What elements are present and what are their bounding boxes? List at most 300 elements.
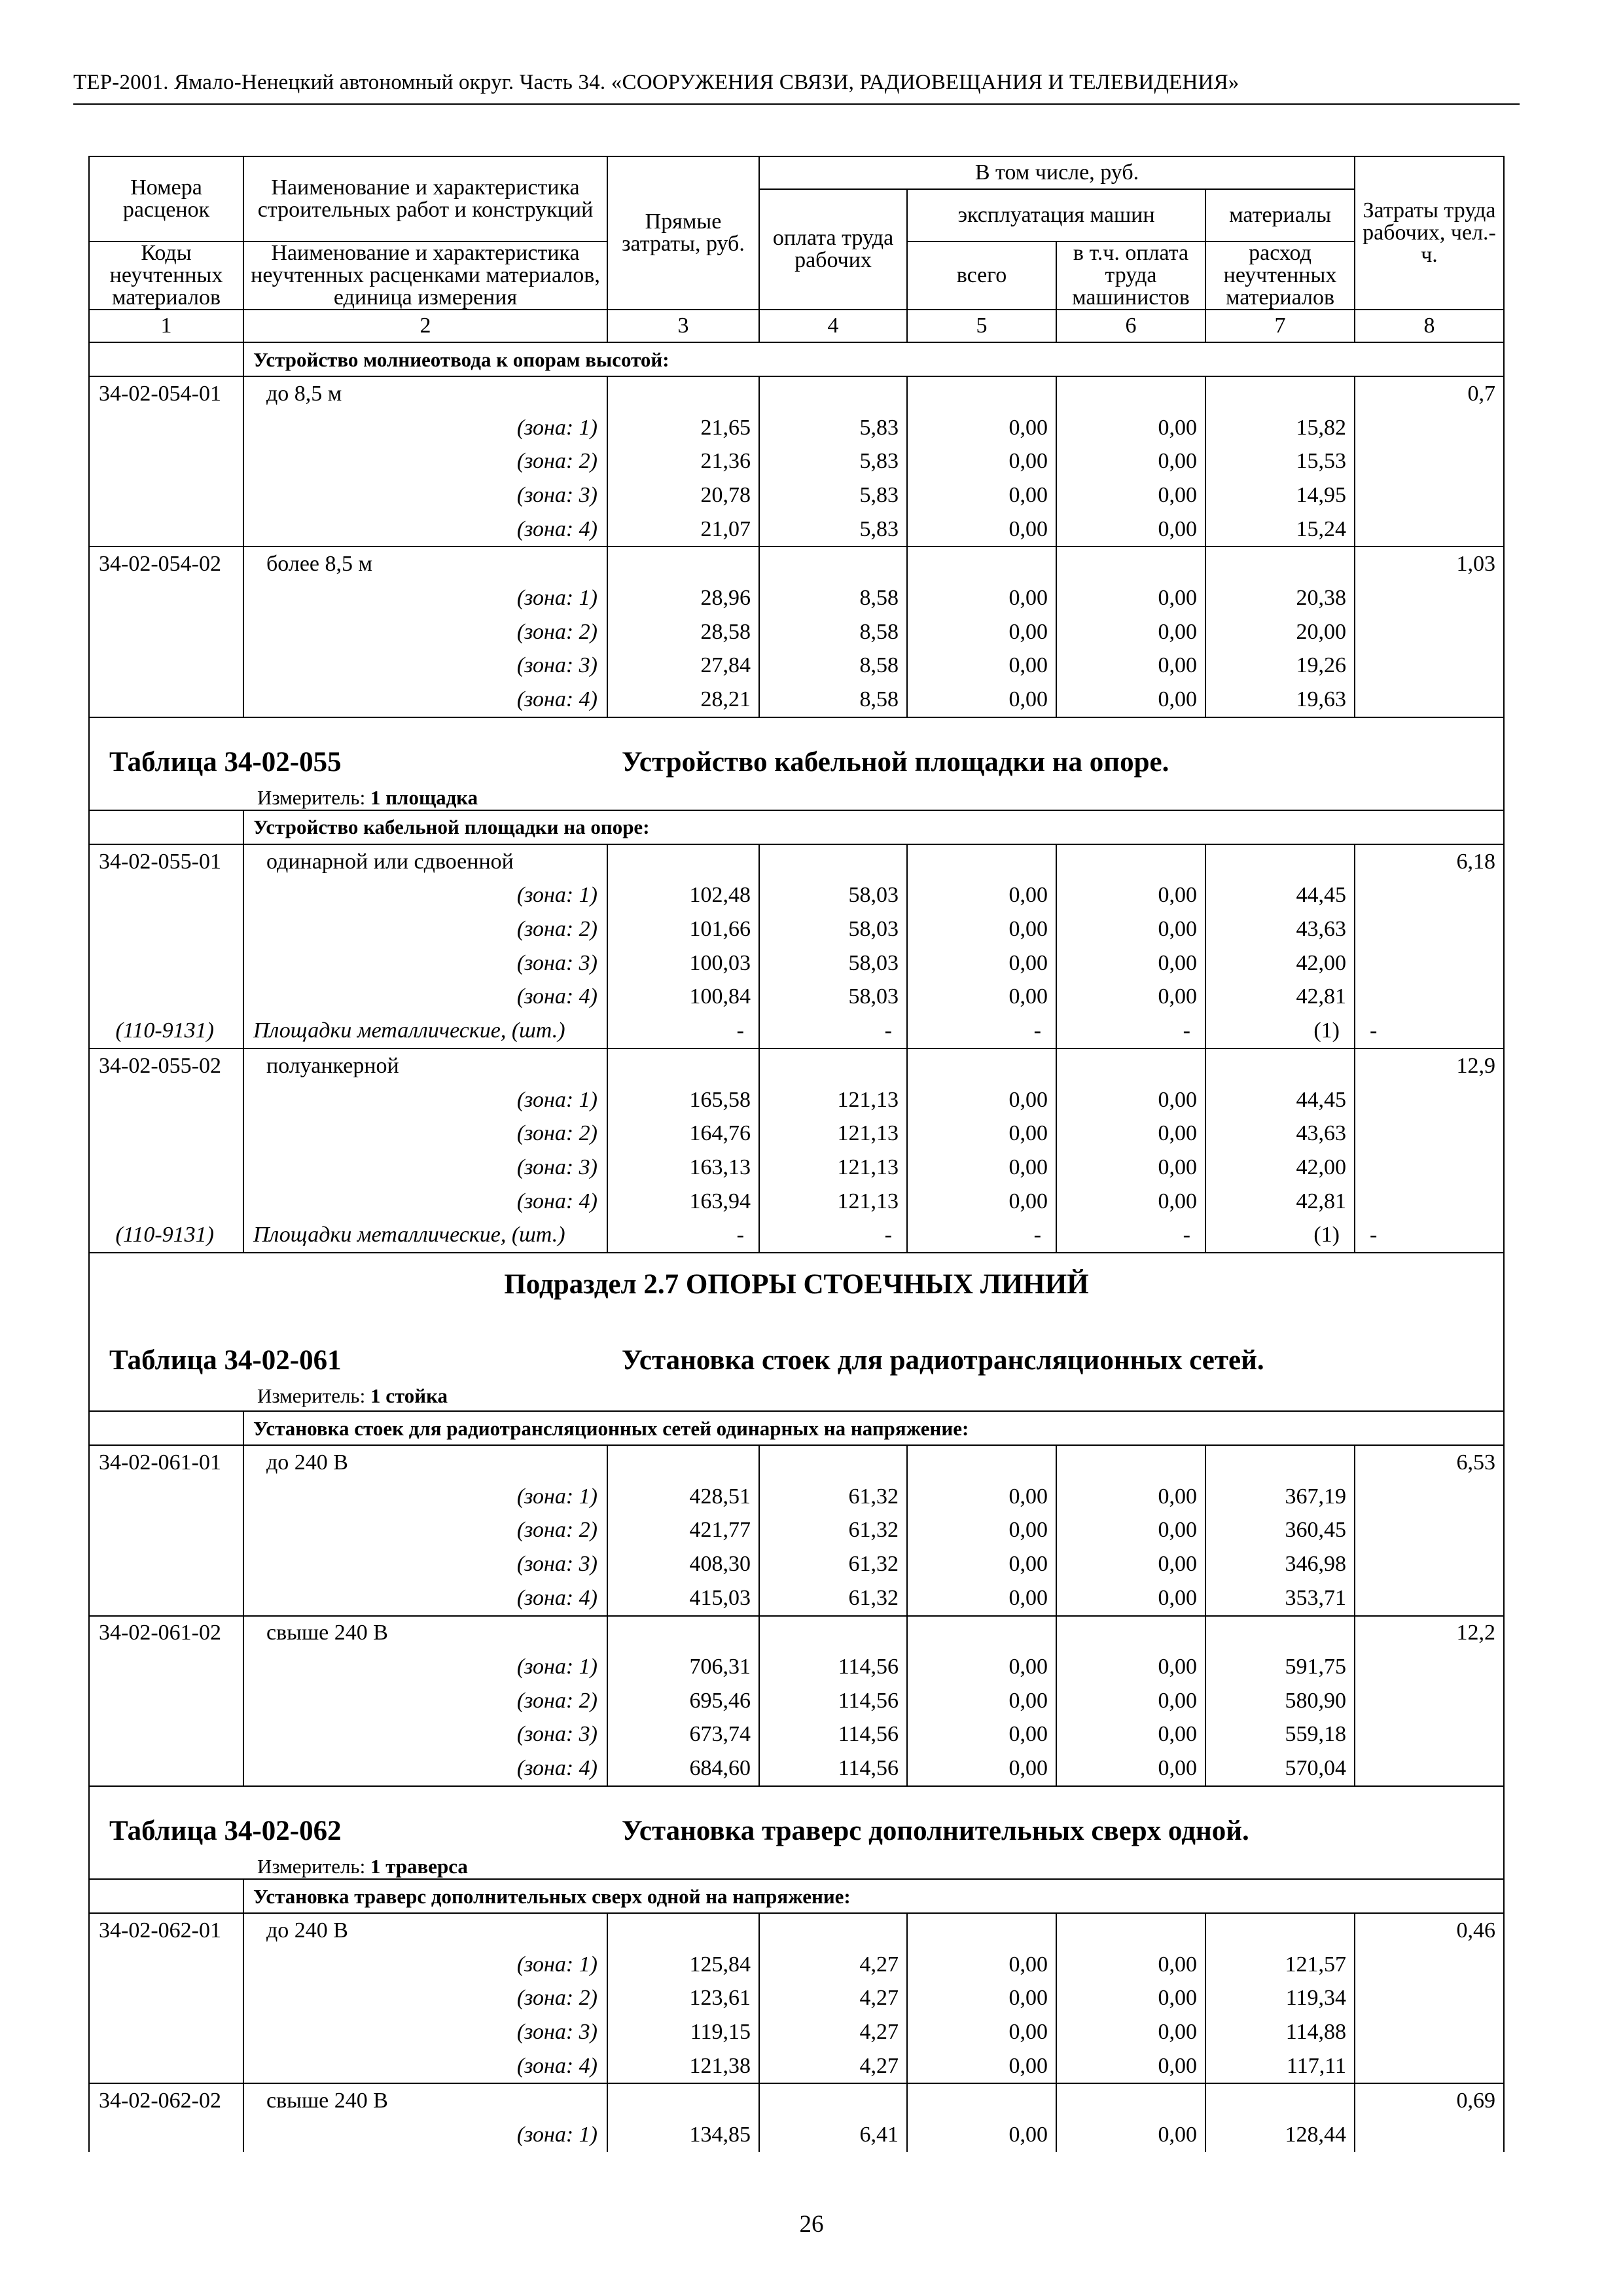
table-row xyxy=(89,1948,1504,1982)
empty-cell xyxy=(89,946,243,980)
column-numbers-row xyxy=(89,310,1504,342)
empty-cell xyxy=(89,512,243,547)
labor-cost: 1,03 xyxy=(1355,547,1504,581)
empty-cell xyxy=(1355,2118,1504,2152)
empty-cell xyxy=(89,1117,243,1151)
direct-cost: 125,84 xyxy=(607,1948,759,1982)
material-consumption: (1) xyxy=(1205,1014,1355,1049)
materials-cost: 580,90 xyxy=(1205,1684,1355,1718)
direct-cost: 428,51 xyxy=(607,1480,759,1514)
material-value: - xyxy=(759,1014,907,1049)
empty-cell xyxy=(907,547,1056,581)
rate-code: 34-02-055-01 xyxy=(89,844,243,879)
materials-cost: 117,11 xyxy=(1205,2049,1355,2084)
col3-header: Прямые затраты, руб. xyxy=(607,156,759,310)
labor-cost: 12,2 xyxy=(1355,1616,1504,1651)
measure-unit-label: Измеритель: xyxy=(257,1384,366,1408)
empty-cell xyxy=(1056,1049,1205,1083)
materials-cost: 19,26 xyxy=(1205,649,1355,683)
machinist-pay: 0,00 xyxy=(1056,946,1205,980)
rate-code: 34-02-061-01 xyxy=(89,1445,243,1480)
empty-cell xyxy=(607,1913,759,1948)
table-header xyxy=(89,156,1504,342)
empty-cell xyxy=(1056,844,1205,879)
labor-cost: 6,18 xyxy=(1355,844,1504,879)
empty-cell xyxy=(1355,649,1504,683)
table-row xyxy=(89,1445,1504,1480)
empty-cell xyxy=(1355,1718,1504,1752)
rate-item xyxy=(89,2083,1504,2151)
empty-cell xyxy=(1355,581,1504,615)
empty-cell xyxy=(907,1616,1056,1651)
empty-cell xyxy=(89,411,243,445)
rate-name: свыше 240 В xyxy=(243,1616,607,1651)
table-row xyxy=(89,649,1504,683)
machinist-pay: 0,00 xyxy=(1056,615,1205,649)
labor-pay: 114,56 xyxy=(759,1718,907,1752)
empty-cell xyxy=(607,2083,759,2118)
zone-label: (зона: 3) xyxy=(243,1718,607,1752)
machine-cost: 0,00 xyxy=(907,1981,1056,2015)
column-number: 1 xyxy=(89,310,243,342)
materials-cost: 570,04 xyxy=(1205,1751,1355,1786)
column-number: 6 xyxy=(1056,310,1205,342)
table-row xyxy=(89,1581,1504,1616)
measure-unit-value: 1 стойка xyxy=(370,1384,448,1408)
materials-cost: 42,00 xyxy=(1205,1151,1355,1185)
empty-cell xyxy=(1056,2083,1205,2118)
table-row xyxy=(89,1514,1504,1548)
empty-cell xyxy=(1355,411,1504,445)
material-value: - xyxy=(1056,1014,1205,1049)
rate-name: до 8,5 м xyxy=(243,376,607,411)
page-number: 26 xyxy=(799,2211,824,2238)
empty-cell xyxy=(1056,1913,1205,1948)
materials-cost: 128,44 xyxy=(1205,2118,1355,2152)
empty-cell xyxy=(759,547,907,581)
labor-pay: 114,56 xyxy=(759,1684,907,1718)
section-header-cell xyxy=(89,1253,1504,1411)
labor-cost: 0,46 xyxy=(1355,1913,1504,1948)
empty-cell xyxy=(607,376,759,411)
rate-item xyxy=(89,1445,1504,1615)
col8-header: Затраты труда рабочих, чел.-ч. xyxy=(1355,156,1504,310)
rate-item xyxy=(89,547,1504,717)
table-row xyxy=(89,512,1504,547)
direct-cost: 673,74 xyxy=(607,1718,759,1752)
empty-cell xyxy=(89,980,243,1014)
labor-pay: 58,03 xyxy=(759,946,907,980)
empty-cell xyxy=(1056,376,1205,411)
group-spacer xyxy=(89,1411,243,1445)
direct-cost: 165,58 xyxy=(607,1083,759,1117)
direct-cost: 123,61 xyxy=(607,1981,759,2015)
material-value: - xyxy=(1056,1218,1205,1253)
material-value: - xyxy=(607,1218,759,1253)
machinist-pay: 0,00 xyxy=(1056,1751,1205,1786)
machine-cost: 0,00 xyxy=(907,581,1056,615)
empty-cell xyxy=(89,1684,243,1718)
zone-label: (зона: 3) xyxy=(243,2015,607,2049)
col1-top-header: Номера расценок xyxy=(89,156,243,242)
table-row xyxy=(89,1049,1504,1083)
empty-cell xyxy=(1205,1445,1355,1480)
empty-cell xyxy=(1355,1948,1504,1982)
materials-cost: 559,18 xyxy=(1205,1718,1355,1752)
labor-cost: 0,69 xyxy=(1355,2083,1504,2118)
machine-cost: 0,00 xyxy=(907,879,1056,913)
empty-cell xyxy=(1355,1185,1504,1219)
machinist-pay: 0,00 xyxy=(1056,1514,1205,1548)
machinist-pay: 0,00 xyxy=(1056,980,1205,1014)
labor-pay: 4,27 xyxy=(759,2015,907,2049)
zone-label: (зона: 4) xyxy=(243,1581,607,1616)
materials-cost: 14,95 xyxy=(1205,478,1355,512)
materials-cost: 44,45 xyxy=(1205,1083,1355,1117)
section-header-box xyxy=(90,1253,1503,1410)
zone-label: (зона: 2) xyxy=(243,1117,607,1151)
zone-label: (зона: 2) xyxy=(243,1684,607,1718)
table-name: Установка траверс дополнительных сверх одной. xyxy=(622,1816,1249,1846)
empty-cell xyxy=(1056,1616,1205,1651)
section-header-box xyxy=(90,1787,1503,1878)
zone-label: (зона: 1) xyxy=(243,1650,607,1684)
table-row xyxy=(89,2015,1504,2049)
direct-cost: 100,84 xyxy=(607,980,759,1014)
empty-cell xyxy=(1056,547,1205,581)
labor-pay: 121,13 xyxy=(759,1083,907,1117)
empty-cell xyxy=(759,844,907,879)
empty-cell xyxy=(89,1718,243,1752)
empty-cell xyxy=(89,1547,243,1581)
material-value: - xyxy=(907,1014,1056,1049)
machine-cost: 0,00 xyxy=(907,980,1056,1014)
empty-cell xyxy=(607,1616,759,1651)
material-row xyxy=(89,1218,1504,1253)
materials-header: материалы xyxy=(1205,189,1355,242)
table-number: Таблица 34-02-061 xyxy=(109,1345,342,1376)
group-title: Установка стоек для радиотрансляционных сетей одинарных на напряжение: xyxy=(243,1411,1504,1445)
direct-cost: 415,03 xyxy=(607,1581,759,1616)
empty-cell xyxy=(89,2015,243,2049)
labor-pay: 8,58 xyxy=(759,615,907,649)
labor-pay: 5,83 xyxy=(759,512,907,547)
labor-pay: 4,27 xyxy=(759,1981,907,2015)
labor-cost: 12,9 xyxy=(1355,1049,1504,1083)
column-number: 4 xyxy=(759,310,907,342)
machinist-pay: 0,00 xyxy=(1056,1981,1205,2015)
zone-label: (зона: 1) xyxy=(243,581,607,615)
zone-label: (зона: 3) xyxy=(243,946,607,980)
table-row xyxy=(89,1616,1504,1651)
table-row xyxy=(89,912,1504,946)
zone-label: (зона: 4) xyxy=(243,2049,607,2084)
table-row xyxy=(89,1151,1504,1185)
machinist-pay: 0,00 xyxy=(1056,411,1205,445)
empty-cell xyxy=(1355,1981,1504,2015)
labor-pay: 61,32 xyxy=(759,1514,907,1548)
direct-cost: 164,76 xyxy=(607,1117,759,1151)
rate-item xyxy=(89,844,1504,1049)
empty-cell xyxy=(1355,1581,1504,1616)
materials-cost: 121,57 xyxy=(1205,1948,1355,1982)
machinist-pay: 0,00 xyxy=(1056,2015,1205,2049)
table-row xyxy=(89,1117,1504,1151)
group-title: Устройство кабельной площадки на опоре: xyxy=(243,810,1504,844)
empty-cell xyxy=(759,376,907,411)
empty-cell xyxy=(89,879,243,913)
direct-cost: 100,03 xyxy=(607,946,759,980)
column-number: 8 xyxy=(1355,310,1504,342)
section-header-cell xyxy=(89,1786,1504,1879)
table-row xyxy=(89,444,1504,478)
col5-header: всего xyxy=(907,242,1056,310)
labor-pay: 5,83 xyxy=(759,411,907,445)
col1-bottom-header: Коды неучтенных материалов xyxy=(89,242,243,310)
table-row xyxy=(89,547,1504,581)
materials-cost: 15,82 xyxy=(1205,411,1355,445)
group-spacer xyxy=(89,810,243,844)
machinist-pay: 0,00 xyxy=(1056,1151,1205,1185)
material-value: - xyxy=(1355,1014,1504,1049)
group-heading xyxy=(89,1411,1504,1445)
machine-cost: 0,00 xyxy=(907,444,1056,478)
materials-cost: 114,88 xyxy=(1205,2015,1355,2049)
empty-cell xyxy=(89,2118,243,2152)
materials-cost: 367,19 xyxy=(1205,1480,1355,1514)
material-value: - xyxy=(1355,1218,1504,1253)
direct-cost: 28,21 xyxy=(607,683,759,717)
materials-cost: 19,63 xyxy=(1205,683,1355,717)
machine-cost: 0,00 xyxy=(907,1718,1056,1752)
zone-label: (зона: 1) xyxy=(243,411,607,445)
empty-cell xyxy=(607,547,759,581)
empty-cell xyxy=(1355,512,1504,547)
group-title: Установка траверс дополнительных сверх одной на напряжение: xyxy=(243,1879,1504,1913)
labor-pay: 58,03 xyxy=(759,912,907,946)
empty-cell xyxy=(89,1185,243,1219)
empty-cell xyxy=(1355,946,1504,980)
empty-cell xyxy=(89,912,243,946)
column-number: 2 xyxy=(243,310,607,342)
subsection-title: Подраздел 2.7 ОПОРЫ СТОЕЧНЫХ ЛИНИЙ xyxy=(504,1269,1089,1300)
empty-cell xyxy=(759,2083,907,2118)
machine-cost: 0,00 xyxy=(907,1751,1056,1786)
labor-pay: 58,03 xyxy=(759,879,907,913)
empty-cell xyxy=(1355,683,1504,717)
group-heading xyxy=(89,810,1504,844)
materials-cost: 15,53 xyxy=(1205,444,1355,478)
machinist-pay: 0,00 xyxy=(1056,912,1205,946)
empty-cell xyxy=(1355,1547,1504,1581)
direct-cost: 20,78 xyxy=(607,478,759,512)
machine-cost: 0,00 xyxy=(907,1684,1056,1718)
machinist-pay: 0,00 xyxy=(1056,1948,1205,1982)
empty-cell xyxy=(607,1049,759,1083)
empty-cell xyxy=(907,844,1056,879)
document-header: ТЕР-2001. Ямало-Ненецкий автономный округ. Часть 34. «СООРУЖЕНИЯ СВЯЗИ, РАДИОВЕЩАНИЯ И ТЕЛЕВИДЕНИЯ» xyxy=(73,71,1240,94)
table-row xyxy=(89,478,1504,512)
labor-pay: 4,27 xyxy=(759,2049,907,2084)
material-value: - xyxy=(759,1218,907,1253)
machine-cost: 0,00 xyxy=(907,1185,1056,1219)
zone-label: (зона: 4) xyxy=(243,512,607,547)
measure-unit xyxy=(257,1856,468,1876)
empty-cell xyxy=(89,615,243,649)
machines-header: эксплуатация машин xyxy=(907,189,1205,242)
measure-unit xyxy=(257,1386,448,1406)
empty-cell xyxy=(1355,444,1504,478)
labor-pay: 4,27 xyxy=(759,1948,907,1982)
table-row xyxy=(89,1913,1504,1948)
labor-pay: 5,83 xyxy=(759,478,907,512)
column-number: 3 xyxy=(607,310,759,342)
empty-cell xyxy=(907,1913,1056,1948)
labor-pay: 61,32 xyxy=(759,1480,907,1514)
materials-cost: 44,45 xyxy=(1205,879,1355,913)
measure-unit-value: 1 площадка xyxy=(370,785,478,809)
empty-cell xyxy=(89,478,243,512)
machine-cost: 0,00 xyxy=(907,512,1056,547)
material-consumption: (1) xyxy=(1205,1218,1355,1253)
labor-pay: 121,13 xyxy=(759,1117,907,1151)
empty-cell xyxy=(1355,1684,1504,1718)
zone-label: (зона: 3) xyxy=(243,478,607,512)
rate-code: 34-02-054-02 xyxy=(89,547,243,581)
empty-cell xyxy=(89,683,243,717)
table-row xyxy=(89,683,1504,717)
machinist-pay: 0,00 xyxy=(1056,1581,1205,1616)
machinist-pay: 0,00 xyxy=(1056,879,1205,913)
empty-cell xyxy=(1205,1049,1355,1083)
machine-cost: 0,00 xyxy=(907,2049,1056,2084)
labor-pay: 6,41 xyxy=(759,2118,907,2152)
machine-cost: 0,00 xyxy=(907,1117,1056,1151)
table-row xyxy=(89,980,1504,1014)
material-code: (110-9131) xyxy=(89,1014,243,1049)
empty-cell xyxy=(1355,1480,1504,1514)
table-section-header xyxy=(89,717,1504,810)
empty-cell xyxy=(759,1913,907,1948)
col6-header: в т.ч. оплата труда машинистов xyxy=(1056,242,1205,310)
direct-cost: 706,31 xyxy=(607,1650,759,1684)
machine-cost: 0,00 xyxy=(907,912,1056,946)
empty-cell xyxy=(89,1981,243,2015)
machine-cost: 0,00 xyxy=(907,2015,1056,2049)
direct-cost: 134,85 xyxy=(607,2118,759,2152)
table-name: Устройство кабельной площадки на опоре. xyxy=(622,746,1169,778)
materials-cost: 346,98 xyxy=(1205,1547,1355,1581)
empty-cell xyxy=(1355,879,1504,913)
zone-label: (зона: 1) xyxy=(243,879,607,913)
empty-cell xyxy=(1205,2083,1355,2118)
table-row xyxy=(89,376,1504,411)
zone-label: (зона: 2) xyxy=(243,444,607,478)
material-name: Площадки металлические, (шт.) xyxy=(243,1014,607,1049)
machinist-pay: 0,00 xyxy=(1056,1185,1205,1219)
empty-cell xyxy=(89,1480,243,1514)
incl-header: В том числе, руб. xyxy=(759,156,1355,189)
machine-cost: 0,00 xyxy=(907,649,1056,683)
materials-cost: 42,81 xyxy=(1205,1185,1355,1219)
machinist-pay: 0,00 xyxy=(1056,1684,1205,1718)
empty-cell xyxy=(907,1049,1056,1083)
empty-cell xyxy=(1205,547,1355,581)
empty-cell xyxy=(1355,912,1504,946)
empty-cell xyxy=(89,649,243,683)
labor-cost: 6,53 xyxy=(1355,1445,1504,1480)
table-row xyxy=(89,2083,1504,2118)
machinist-pay: 0,00 xyxy=(1056,649,1205,683)
table-row xyxy=(89,581,1504,615)
table-row xyxy=(89,1981,1504,2015)
table-row xyxy=(89,615,1504,649)
table-row xyxy=(89,411,1504,445)
empty-cell xyxy=(89,2049,243,2084)
subsection-header xyxy=(89,1253,1504,1411)
zone-label: (зона: 3) xyxy=(243,1151,607,1185)
labor-cost: 0,7 xyxy=(1355,376,1504,411)
material-code: (110-9131) xyxy=(89,1218,243,1253)
machinist-pay: 0,00 xyxy=(1056,2118,1205,2152)
material-value: - xyxy=(907,1218,1056,1253)
labor-pay: 5,83 xyxy=(759,444,907,478)
zone-label: (зона: 3) xyxy=(243,1547,607,1581)
direct-cost: 121,38 xyxy=(607,2049,759,2084)
empty-cell xyxy=(759,1049,907,1083)
empty-cell xyxy=(89,1151,243,1185)
machinist-pay: 0,00 xyxy=(1056,2049,1205,2084)
labor-pay: 114,56 xyxy=(759,1751,907,1786)
table-row xyxy=(89,1751,1504,1786)
labor-pay: 8,58 xyxy=(759,649,907,683)
empty-cell xyxy=(1205,844,1355,879)
empty-cell xyxy=(1355,1751,1504,1786)
direct-cost: 163,94 xyxy=(607,1185,759,1219)
direct-cost: 21,65 xyxy=(607,411,759,445)
rate-item xyxy=(89,1913,1504,2083)
col4-header: оплата труда рабочих xyxy=(759,189,907,310)
empty-cell xyxy=(907,376,1056,411)
zone-label: (зона: 4) xyxy=(243,1185,607,1219)
zone-label: (зона: 2) xyxy=(243,1514,607,1548)
group-title: Устройство молниеотвода к опорам высотой: xyxy=(243,342,1504,376)
table-section-header xyxy=(89,1786,1504,1879)
material-name: Площадки металлические, (шт.) xyxy=(243,1218,607,1253)
rates-table xyxy=(88,156,1505,2152)
table-name: Установка стоек для радиотрансляционных сетей. xyxy=(622,1345,1264,1376)
empty-cell xyxy=(1355,2015,1504,2049)
machine-cost: 0,00 xyxy=(907,2118,1056,2152)
section-header-box xyxy=(90,718,1503,810)
machinist-pay: 0,00 xyxy=(1056,581,1205,615)
labor-pay: 114,56 xyxy=(759,1650,907,1684)
zone-label: (зона: 1) xyxy=(243,1083,607,1117)
machine-cost: 0,00 xyxy=(907,411,1056,445)
table-number: Таблица 34-02-055 xyxy=(109,746,342,778)
zone-label: (зона: 4) xyxy=(243,980,607,1014)
materials-cost: 42,81 xyxy=(1205,980,1355,1014)
rate-item xyxy=(89,376,1504,547)
materials-cost: 353,71 xyxy=(1205,1581,1355,1616)
table-row xyxy=(89,879,1504,913)
zone-label: (зона: 1) xyxy=(243,1948,607,1982)
column-number: 5 xyxy=(907,310,1056,342)
table-row xyxy=(89,1480,1504,1514)
rate-name: более 8,5 м xyxy=(243,547,607,581)
rate-name: до 240 В xyxy=(243,1445,607,1480)
labor-pay: 61,32 xyxy=(759,1547,907,1581)
